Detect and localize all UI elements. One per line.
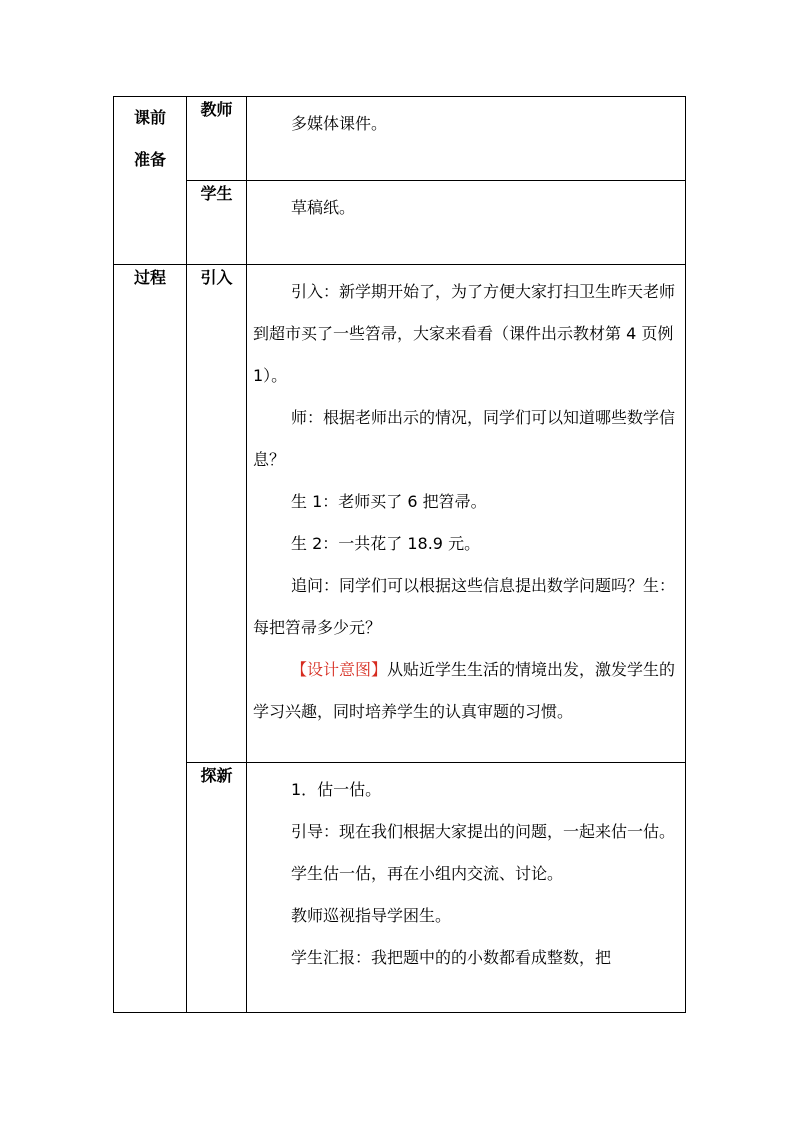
student-cell (247, 181, 686, 265)
explore-label: 探新 (187, 763, 247, 1013)
design-intent-tag: 【设计意图】 (291, 660, 388, 679)
prep-teacher-row (114, 97, 686, 181)
design-intent-text: 从贴近学生生活的情境出发，激发学生的学习兴趣，同时培养学生的认真审题的习惯。 (253, 660, 676, 721)
student-label: 学生 (187, 181, 247, 265)
intro-paragraph-2: 师：根据老师出示的情况，同学们可以知道哪些数学信息？ (253, 408, 676, 469)
explore-row (114, 763, 686, 1013)
intro-paragraph-3: 生 1：老师买了 6 把笤帚。 (291, 492, 487, 511)
explore-paragraph-1: 1．估一估。 (291, 780, 382, 799)
student-text: 草稿纸。 (291, 198, 356, 217)
prep-student-row (114, 181, 686, 265)
explore-cell (247, 763, 686, 1013)
intro-paragraph-5: 追问：同学们可以根据这些信息提出数学问题吗？生：每把笤帚多少元？ (253, 576, 676, 637)
explore-paragraph-5: 学生汇报：我把题中的的小数都看成整数，把 (291, 948, 612, 967)
intro-label: 引入 (187, 265, 247, 763)
explore-paragraph-4: 教师巡视指导学困生。 (291, 906, 452, 925)
lesson-plan-table (113, 96, 686, 1013)
explore-paragraph-2: 引导：现在我们根据大家提出的问题，一起来估一估。 (291, 822, 676, 841)
intro-paragraph-4: 生 2：一共花了 18.9 元。 (291, 534, 481, 553)
intro-row (114, 265, 686, 763)
teacher-cell (247, 97, 686, 181)
explore-paragraph-3: 学生估一估，再在小组内交流、讨论。 (291, 864, 564, 883)
process-section-cell: 过程 (114, 265, 187, 1013)
intro-paragraph-1: 引入：新学期开始了，为了方便大家打扫卫生昨天老师到超市买了一些笤帚，大家来看看（课件出示教材第 4 页例 1）。 (253, 282, 676, 385)
intro-cell (247, 265, 686, 763)
prep-label-line1: 课前 (133, 108, 166, 127)
teacher-label: 教师 (187, 97, 247, 181)
prep-label-line2: 准备 (133, 150, 166, 169)
teacher-text: 多媒体课件。 (291, 114, 388, 133)
design-intent-paragraph (253, 649, 679, 733)
prep-section-cell (114, 97, 187, 265)
